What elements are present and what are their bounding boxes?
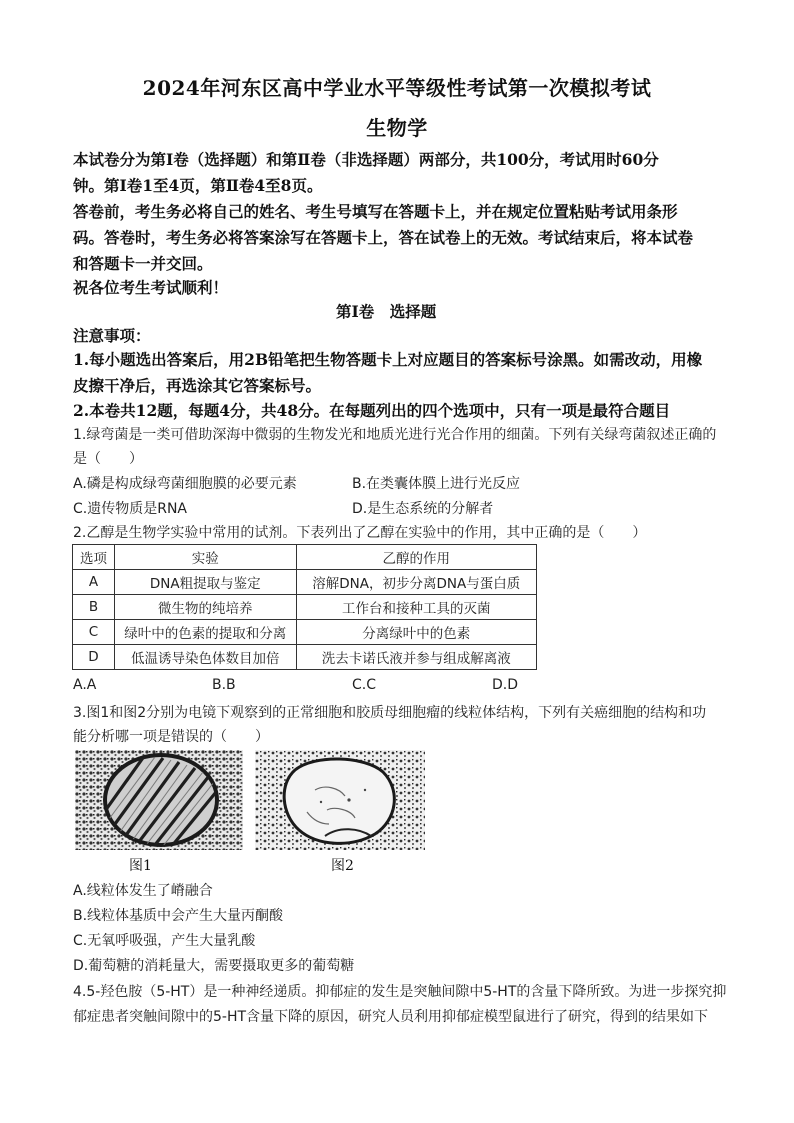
q2-option-a: A.A — [73, 677, 97, 693]
figure-2-caption: 图2 — [331, 858, 354, 874]
q2-option-d: D.D — [492, 677, 519, 693]
exam-title: 2024年河东区高中学业水平等级性考试第一次模拟考试 — [142, 76, 652, 100]
q1-option-a: A.磷是构成绿弯菌细胞膜的必要元素 — [73, 476, 297, 492]
table-cell: C — [73, 620, 115, 645]
table-header-cell: 乙醇的作用 — [296, 545, 536, 570]
table-cell: 绿叶中的色素的提取和分离 — [114, 620, 296, 645]
table-header-row — [73, 545, 537, 570]
intro-line-2: 钟。第Ⅰ卷1至4页，第Ⅱ卷4至8页。 — [73, 176, 323, 195]
q4-stem-2: 郁症患者突触间隙中的5-HT含量下降的原因，研究人员利用抑郁症模型鼠进行了研究，得到的结果如下 — [73, 1009, 709, 1025]
table-cell: 分离绿叶中的色素 — [296, 620, 536, 645]
table-cell: 低温诱导染色体数目加倍 — [114, 645, 296, 670]
note-2: 2.本卷共12题，每题4分，共48分。在每题列出的四个选项中，只有一项是最符合题目 — [73, 401, 671, 420]
figure-1-normal-mitochondrion — [75, 750, 243, 850]
section-heading: 第Ⅰ卷 选择题 — [336, 302, 437, 321]
intro-line-4: 码。答卷时，考生务必将答案涂写在答题卡上，答在试卷上的无效。考试结束后，将本试卷 — [73, 228, 694, 247]
subject-title: 生物学 — [366, 116, 428, 140]
table-cell: DNA粗提取与鉴定 — [114, 570, 296, 595]
table-cell: A — [73, 570, 115, 595]
q2-stem: 2.乙醇是生物学实验中常用的试剂。下表列出了乙醇在实验中的作用，其中正确的是（ ） — [73, 525, 647, 541]
notes-title: 注意事项： — [73, 326, 151, 345]
table-cell: 洗去卡诺氏液并参与组成解离液 — [296, 645, 536, 670]
q4-stem-1: 4.5-羟色胺（5-HT）是一种神经递质。抑郁症的发生是突触间隙中5-HT的含量下降所致。为进一步探究抑 — [73, 984, 727, 1000]
note-1a: 1.每小题选出答案后，用2B铅笔把生物答题卡上对应题目的答案标号涂黑。如需改动，用橡 — [73, 350, 703, 369]
intro-line-5: 和答题卡一并交回。 — [73, 254, 213, 273]
q1-stem-1: 1.绿弯菌是一类可借助深海中微弱的生物发光和地质光进行光合作用的细菌。下列有关绿弯菌叙述正确的 — [73, 427, 717, 443]
q3-option-d: D.葡萄糖的消耗量大，需要摄取更多的葡萄糖 — [73, 958, 355, 974]
intro-line-6: 祝各位考生考试顺利！ — [73, 278, 229, 297]
table-cell: D — [73, 645, 115, 670]
q3-stem-2: 能分析哪一项是错误的（ ） — [73, 729, 269, 745]
q1-option-c: C.遗传物质是RNA — [73, 501, 188, 517]
figure-2-tumor-mitochondrion — [255, 750, 425, 850]
table-row — [73, 645, 537, 670]
q2-table — [72, 544, 537, 670]
table-header-cell: 实验 — [114, 545, 296, 570]
q2-option-c: C.C — [352, 677, 377, 693]
note-1b: 皮擦干净后，再选涂其它答案标号。 — [73, 376, 322, 395]
table-cell: 溶解DNA，初步分离DNA与蛋白质 — [296, 570, 536, 595]
intro-line-1: 本试卷分为第Ⅰ卷（选择题）和第Ⅱ卷（非选择题）两部分，共100分，考试用时60分 — [73, 150, 659, 169]
q2-option-b: B.B — [212, 677, 236, 693]
table-row — [73, 595, 537, 620]
table-row — [73, 570, 537, 595]
table-row — [73, 620, 537, 645]
table-cell: B — [73, 595, 115, 620]
q1-option-b: B.在类囊体膜上进行光反应 — [352, 476, 521, 492]
q1-option-d: D.是生态系统的分解者 — [352, 501, 494, 517]
q3-option-b: B.线粒体基质中会产生大量丙酮酸 — [73, 908, 284, 924]
table-header-cell: 选项 — [73, 545, 115, 570]
q3-option-c: C.无氧呼吸强，产生大量乳酸 — [73, 933, 256, 949]
figure-1-caption: 图1 — [129, 858, 152, 874]
table-cell: 工作台和接种工具的灭菌 — [296, 595, 536, 620]
q3-stem-1: 3.图1和图2分别为电镜下观察到的正常细胞和胶质母细胞瘤的线粒体结构，下列有关癌细胞的结构和功 — [73, 705, 707, 721]
q1-stem-2: 是（ ） — [73, 451, 143, 467]
q3-option-a: A.线粒体发生了嵴融合 — [73, 883, 213, 899]
intro-line-3: 答卷前，考生务必将自己的姓名、考生号填写在答题卡上，并在规定位置粘贴考试用条形 — [73, 202, 678, 221]
table-cell: 微生物的纯培养 — [114, 595, 296, 620]
